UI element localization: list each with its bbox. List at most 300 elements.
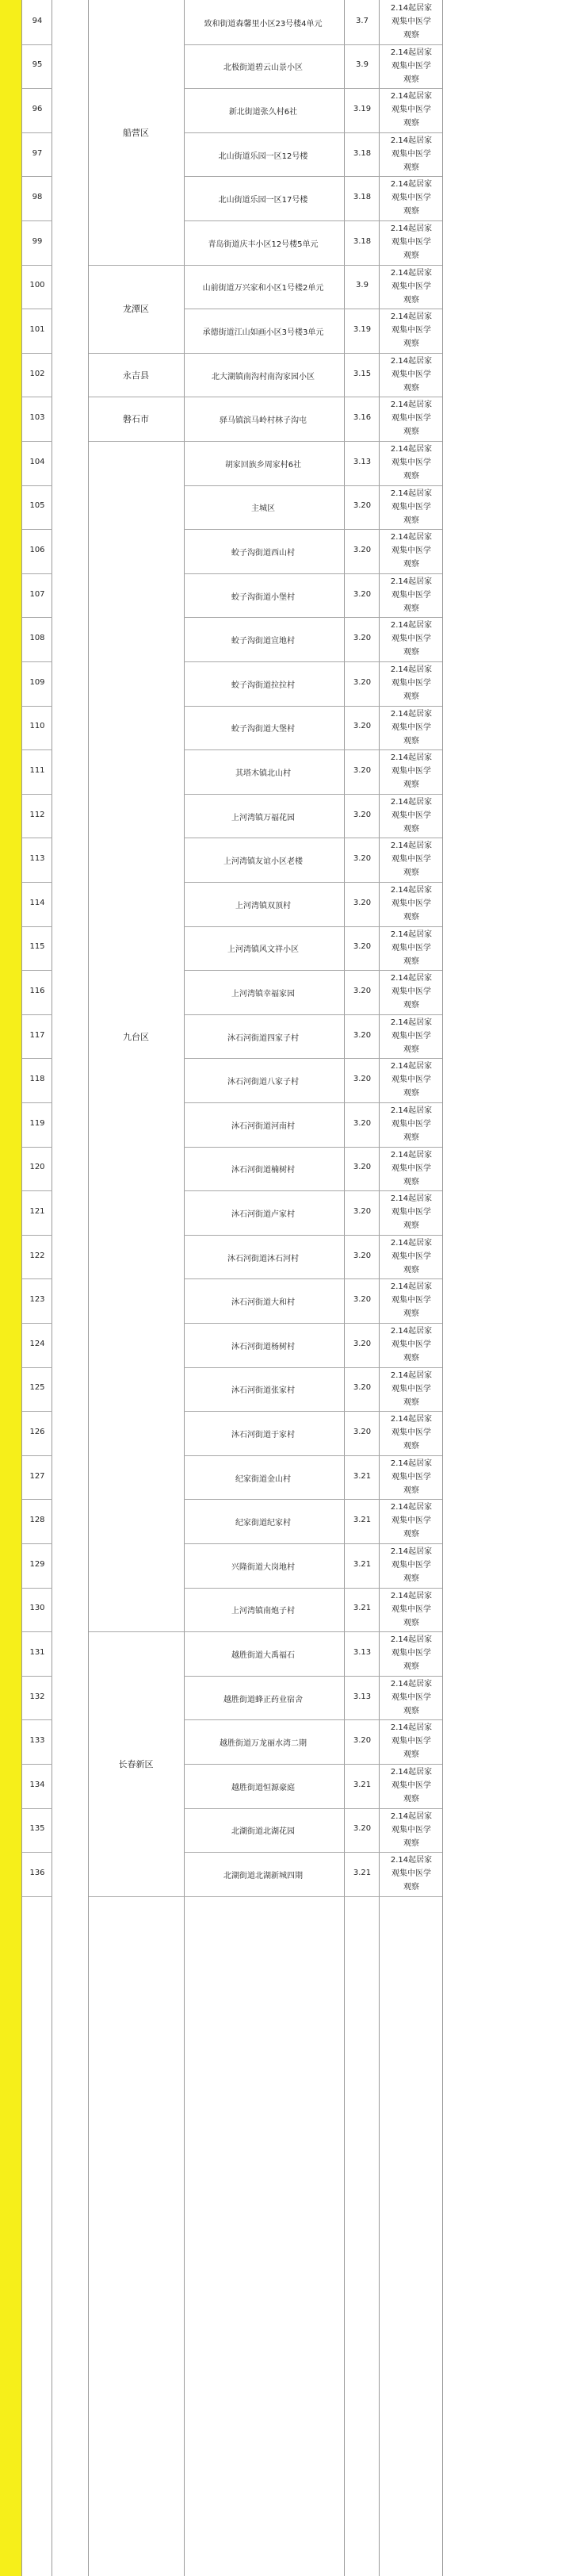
status-note-line: 2.14起居家: [390, 92, 433, 102]
location-cell: 蛟子沟街道大堡村: [231, 725, 295, 734]
row-index: 132: [29, 1692, 45, 1701]
status-note-line: 观集中医学: [391, 1869, 431, 1879]
status-note-cell: [380, 1633, 442, 1673]
status-note-line: 观察: [403, 604, 419, 613]
status-note-line: 2.14起居家: [390, 797, 433, 807]
row-index: 94: [32, 16, 43, 25]
status-note-line: 2.14起居家: [390, 1679, 433, 1689]
status-note-line: 观集中医学: [391, 1428, 431, 1438]
date-cell: 3.13: [353, 457, 372, 466]
location-cell: 北山街道乐园一区12号楼: [218, 151, 308, 161]
status-note-line: 观察: [403, 648, 419, 657]
status-note-line: 观察: [403, 1883, 419, 1892]
status-note-cell: [380, 1016, 442, 1056]
location-cell: 北湖街道北湖花园: [231, 1827, 295, 1837]
status-note-cell: [380, 178, 442, 218]
status-note-line: 观察: [403, 560, 419, 569]
status-note-line: 2.14起居家: [390, 533, 433, 542]
status-note-line: 观察: [403, 1177, 419, 1186]
row-divider: [184, 617, 442, 618]
location-cell: 沐石河街道杨树村: [231, 1342, 295, 1351]
status-note-cell: [380, 1280, 442, 1321]
district-divider: [88, 353, 184, 354]
row-index: 131: [29, 1648, 45, 1657]
row-divider: [22, 441, 52, 442]
status-note-line: 观察: [403, 1485, 419, 1495]
status-note-line: 观察: [403, 383, 419, 393]
status-note-cell: [380, 1104, 442, 1144]
location-cell: 承德街道江山如画小区3号楼3单元: [202, 328, 324, 337]
status-note-line: 观察: [403, 427, 419, 437]
status-note-line: 2.14起居家: [390, 401, 433, 410]
date-cell: 3.21: [353, 1604, 372, 1613]
status-note-line: 2.14起居家: [390, 621, 433, 631]
row-divider: [22, 353, 52, 354]
row-divider: [184, 1102, 442, 1103]
status-note-line: 观察: [403, 1001, 419, 1010]
status-note-cell: [380, 355, 442, 395]
row-divider: [22, 485, 52, 486]
row-index: 136: [29, 1869, 45, 1877]
location-cell: 沐石河街道楠树村: [231, 1166, 295, 1175]
status-note-cell: [380, 1192, 442, 1232]
date-cell: 3.16: [353, 413, 372, 423]
status-note-cell: [380, 795, 442, 836]
status-note-line: 观集中医学: [391, 767, 431, 776]
location-cell: 其塔木镇北山村: [235, 769, 291, 778]
status-note-line: 2.14起居家: [390, 1856, 433, 1865]
row-divider: [22, 1323, 52, 1324]
status-note-line: 观察: [403, 75, 419, 84]
date-cell: 3.20: [353, 1383, 372, 1393]
row-divider: [22, 1014, 52, 1015]
date-cell: 3.18: [353, 236, 372, 246]
status-note-line: 观集中医学: [391, 811, 431, 820]
status-note-line: 2.14起居家: [390, 1591, 433, 1600]
row-index: 95: [32, 60, 43, 70]
status-note-line: 观察: [403, 868, 419, 878]
row-divider: [184, 661, 442, 662]
date-cell: 3.9: [356, 281, 369, 290]
date-cell: 3.13: [353, 1648, 372, 1657]
date-cell: 3.18: [353, 148, 372, 158]
row-index: 115: [29, 942, 45, 952]
status-note-cell: [380, 1589, 442, 1630]
status-note-cell: [380, 2, 442, 42]
location-cell: 纪家街道金山村: [235, 1474, 291, 1484]
status-note-line: 观集中医学: [391, 987, 431, 997]
status-note-line: 观集中医学: [391, 17, 431, 26]
status-note-cell: [380, 90, 442, 130]
row-index: 134: [29, 1780, 45, 1789]
status-note-line: 2.14起居家: [390, 268, 433, 278]
location-cell: 兴隆街道大岗地村: [231, 1562, 295, 1572]
row-divider: [22, 1764, 52, 1765]
status-note-line: 观集中医学: [391, 1384, 431, 1393]
location-cell: 新北街道张久村6社: [228, 108, 298, 117]
status-note-line: 观察: [403, 1574, 419, 1583]
date-cell: 3.20: [353, 942, 372, 952]
date-cell: 3.20: [353, 987, 372, 995]
row-divider: [22, 1367, 52, 1368]
status-note-line: 观察: [403, 207, 419, 217]
status-note-line: 观察: [403, 1662, 419, 1672]
row-divider: [184, 88, 442, 89]
row-divider: [22, 617, 52, 618]
location-cell: 青岛街道庆丰小区12号楼5单元: [208, 240, 319, 249]
margin-border: [21, 0, 22, 2576]
column-divider: [442, 0, 443, 2576]
status-note-line: 观集中医学: [391, 590, 431, 600]
row-divider: [22, 1278, 52, 1279]
status-note-cell: [380, 1457, 442, 1497]
district-divider: [88, 265, 184, 266]
row-divider: [22, 1235, 52, 1236]
location-cell: 北湖街道北湖新城四期: [223, 1872, 303, 1880]
date-cell: 3.20: [353, 1207, 372, 1216]
status-note-line: 观集中医学: [391, 1163, 431, 1173]
row-divider: [184, 1455, 442, 1456]
location-cell: 北山街道乐园一区17号楼: [218, 196, 308, 205]
status-note-line: 2.14起居家: [390, 356, 433, 366]
row-divider: [22, 1719, 52, 1720]
status-note-cell: [380, 1810, 442, 1850]
status-note-line: 观集中医学: [391, 282, 431, 291]
yellow-margin-strip: [0, 0, 22, 2576]
row-index: 118: [29, 1075, 45, 1084]
row-index: 99: [32, 236, 43, 246]
status-note-line: 观察: [403, 31, 419, 40]
row-divider: [184, 176, 442, 177]
status-note-cell: [380, 1545, 442, 1585]
status-note-cell: [380, 1853, 442, 1894]
date-cell: 3.7: [356, 16, 369, 25]
status-note-line: 观集中医学: [391, 943, 431, 953]
row-divider: [184, 1852, 442, 1853]
column-divider: [88, 0, 89, 2576]
location-cell: 上河湾镇幸福家园: [231, 990, 295, 999]
status-note-line: 2.14起居家: [390, 886, 433, 895]
status-note-line: 2.14起居家: [390, 136, 433, 145]
row-divider: [22, 882, 52, 883]
district-name: 九台区: [123, 1031, 149, 1042]
row-divider: [184, 1058, 442, 1059]
status-note-line: 观察: [403, 1089, 419, 1098]
row-index: 108: [29, 634, 45, 643]
row-divider: [184, 882, 442, 883]
status-note-line: 2.14起居家: [390, 1459, 433, 1468]
row-divider: [22, 1102, 52, 1103]
location-cell: 沐石河街道于家村: [231, 1431, 295, 1439]
location-cell: 上河湾镇风文祥小区: [227, 945, 299, 955]
status-note-line: 观集中医学: [391, 679, 431, 688]
status-note-line: 2.14起居家: [390, 930, 433, 939]
row-divider: [184, 573, 442, 574]
row-divider: [22, 1411, 52, 1412]
row-divider: [184, 1808, 442, 1809]
status-note-line: 观察: [403, 1795, 419, 1804]
location-cell: 越胜街道恒源豪庭: [231, 1783, 295, 1792]
status-note-line: 2.14起居家: [390, 1635, 433, 1645]
district-divider: [88, 441, 184, 442]
row-divider: [22, 1543, 52, 1544]
status-note-line: 观察: [403, 339, 419, 349]
row-divider: [184, 1147, 442, 1148]
location-cell: 北大湖镇南沟村南沟家园小区: [212, 372, 315, 381]
row-divider: [22, 1190, 52, 1191]
row-index: 96: [32, 105, 43, 113]
date-cell: 3.20: [353, 1824, 372, 1834]
row-index: 130: [29, 1604, 45, 1613]
status-note-cell: [380, 266, 442, 307]
status-note-line: 2.14起居家: [390, 709, 433, 719]
row-divider: [22, 970, 52, 971]
row-index: 135: [29, 1824, 45, 1834]
status-note-cell: [380, 1060, 442, 1100]
status-note-line: 观察: [403, 472, 419, 481]
status-note-line: 2.14起居家: [390, 665, 433, 674]
status-note-line: 2.14起居家: [390, 1062, 433, 1071]
status-note-line: 观集中医学: [391, 1340, 431, 1349]
row-divider: [22, 176, 52, 177]
status-note-cell: [380, 222, 442, 263]
status-note-line: 2.14起居家: [390, 1811, 433, 1821]
district-divider: [88, 1896, 184, 1897]
location-cell: 北极街道碧云山景小区: [223, 63, 303, 73]
status-note-line: 观集中医学: [391, 238, 431, 247]
row-index: 117: [29, 1030, 45, 1040]
location-cell: 蛟子沟街道拉拉村: [231, 680, 295, 690]
status-note-line: 观集中医学: [391, 546, 431, 556]
location-cell: 沐石河街道八家子村: [227, 1078, 299, 1087]
row-divider: [184, 970, 442, 971]
date-cell: 3.20: [353, 589, 372, 599]
district-name: 磐石市: [123, 414, 149, 425]
row-divider: [22, 265, 52, 266]
status-note-cell: [380, 839, 442, 880]
location-cell: 蛟子沟街道宣地村: [231, 637, 295, 646]
status-note-line: 观集中医学: [391, 61, 431, 71]
status-note-line: 2.14起居家: [390, 974, 433, 983]
date-cell: 3.19: [353, 325, 372, 334]
row-divider: [22, 529, 52, 530]
row-divider: [22, 1631, 52, 1632]
row-divider: [184, 529, 442, 530]
row-divider: [184, 749, 442, 750]
status-note-line: 观察: [403, 1221, 419, 1231]
row-divider: [184, 1235, 442, 1236]
status-note-line: 2.14起居家: [390, 1547, 433, 1556]
status-note-cell: [380, 707, 442, 748]
status-note-cell: [380, 398, 442, 439]
status-note-line: 观集中医学: [391, 414, 431, 424]
date-cell: 3.19: [353, 105, 372, 113]
date-cell: 3.20: [353, 1339, 372, 1348]
row-index: 120: [29, 1163, 45, 1172]
row-index: 129: [29, 1559, 45, 1569]
row-index: 125: [29, 1383, 45, 1393]
row-divider: [184, 441, 442, 442]
status-note-line: 2.14起居家: [390, 4, 433, 13]
row-divider: [22, 1676, 52, 1677]
location-cell: 蛟子沟街道小堡村: [231, 592, 295, 602]
status-note-line: 观察: [403, 1354, 419, 1363]
date-cell: 3.20: [353, 1251, 372, 1260]
location-cell: 上河湾镇双顶村: [235, 901, 291, 910]
status-note-line: 观集中医学: [391, 1252, 431, 1261]
row-divider: [22, 1499, 52, 1500]
row-index: 102: [29, 369, 45, 378]
date-cell: 3.21: [353, 1471, 372, 1481]
status-note-line: 2.14起居家: [390, 1415, 433, 1424]
location-cell: 越胜街道蜂正药业宿舍: [223, 1695, 303, 1704]
row-divider: [184, 1278, 442, 1279]
status-note-line: 观察: [403, 824, 419, 834]
status-note-line: 观察: [403, 516, 419, 525]
status-note-line: 观察: [403, 1045, 419, 1054]
status-note-line: 观集中医学: [391, 634, 431, 644]
row-divider: [184, 220, 442, 221]
status-note-line: 观察: [403, 1750, 419, 1760]
date-cell: 3.21: [353, 1869, 372, 1877]
date-cell: 3.20: [353, 898, 372, 907]
row-divider: [184, 1764, 442, 1765]
location-cell: 上河湾镇友谊小区老楼: [223, 857, 303, 867]
status-note-line: 观集中医学: [391, 1825, 431, 1834]
row-divider: [184, 1896, 442, 1897]
row-divider: [22, 44, 52, 45]
status-note-line: 观集中医学: [391, 1120, 431, 1129]
status-note-line: 2.14起居家: [390, 48, 433, 57]
row-divider: [184, 1676, 442, 1677]
status-note-cell: [380, 443, 442, 483]
status-note-line: 观察: [403, 1618, 419, 1627]
status-note-line: 观察: [403, 1133, 419, 1142]
row-divider: [22, 573, 52, 574]
status-note-line: 观集中医学: [391, 1516, 431, 1526]
status-note-line: 2.14起居家: [390, 224, 433, 233]
status-note-cell: [380, 619, 442, 659]
status-note-line: 2.14起居家: [390, 841, 433, 851]
status-note-line: 观集中医学: [391, 149, 431, 159]
status-note-line: 观察: [403, 119, 419, 128]
date-cell: 3.21: [353, 1559, 372, 1569]
status-note-line: 观集中医学: [391, 1692, 431, 1702]
row-divider: [184, 1588, 442, 1589]
row-divider: [184, 1499, 442, 1500]
status-note-line: 观集中医学: [391, 1208, 431, 1217]
status-note-cell: [380, 1501, 442, 1541]
date-cell: 3.20: [353, 677, 372, 687]
status-note-line: 观集中医学: [391, 723, 431, 732]
status-note-cell: [380, 928, 442, 968]
row-divider: [22, 661, 52, 662]
row-divider: [22, 1896, 52, 1897]
row-divider: [22, 749, 52, 750]
status-note-line: 观察: [403, 251, 419, 260]
status-note-line: 观察: [403, 1309, 419, 1319]
status-note-line: 观察: [403, 913, 419, 922]
row-divider: [184, 353, 442, 354]
date-cell: 3.18: [353, 193, 372, 202]
district-name: 龙潭区: [123, 304, 149, 315]
status-note-line: 观集中医学: [391, 1031, 431, 1041]
status-note-line: 观集中医学: [391, 105, 431, 115]
status-note-line: 2.14起居家: [390, 1238, 433, 1248]
location-cell: 驿马镇滨马岭村林子沟屯: [220, 416, 307, 426]
district-name: 永吉县: [123, 370, 149, 381]
status-note-cell: [380, 134, 442, 174]
location-cell: 沐石河街道四家子村: [227, 1033, 299, 1043]
district-divider: [88, 1631, 184, 1632]
status-note-line: 观集中医学: [391, 370, 431, 379]
row-divider: [184, 1014, 442, 1015]
row-divider: [22, 926, 52, 927]
status-note-line: 2.14起居家: [390, 1370, 433, 1380]
location-cell: 越胜街道万龙丽水湾二期: [220, 1739, 307, 1749]
status-note-line: 2.14起居家: [390, 312, 433, 322]
row-divider: [22, 1147, 52, 1148]
row-divider: [184, 132, 442, 133]
row-divider: [22, 88, 52, 89]
row-index: 100: [29, 281, 45, 290]
column-divider: [379, 0, 380, 2576]
date-cell: 3.20: [353, 810, 372, 819]
row-index: 121: [29, 1207, 45, 1216]
row-divider: [184, 485, 442, 486]
row-index: 109: [29, 677, 45, 687]
status-note-line: 2.14起居家: [390, 1723, 433, 1733]
status-note-cell: [380, 751, 442, 792]
row-index: 119: [29, 1118, 45, 1128]
status-note-cell: [380, 46, 442, 86]
date-cell: 3.20: [353, 1075, 372, 1084]
status-note-line: 观察: [403, 692, 419, 701]
status-note-line: 2.14起居家: [390, 1503, 433, 1512]
status-note-cell: [380, 1148, 442, 1189]
row-index: 97: [32, 148, 43, 158]
status-note-line: 2.14起居家: [390, 445, 433, 454]
status-note-cell: [380, 531, 442, 571]
date-cell: 3.20: [353, 766, 372, 775]
location-cell: 沐石河街道张家村: [231, 1386, 295, 1396]
date-cell: 3.21: [353, 1780, 372, 1789]
row-index: 107: [29, 589, 45, 599]
status-note-cell: [380, 310, 442, 351]
status-note-line: 2.14起居家: [390, 1768, 433, 1777]
date-cell: 3.20: [353, 854, 372, 864]
row-divider: [184, 706, 442, 707]
status-note-line: 2.14起居家: [390, 1194, 433, 1204]
status-note-line: 观集中医学: [391, 1561, 431, 1570]
status-note-line: 2.14起居家: [390, 753, 433, 763]
date-cell: 3.20: [353, 1428, 372, 1436]
date-cell: 3.13: [353, 1692, 372, 1701]
status-note-cell: [380, 972, 442, 1012]
status-note-line: 观察: [403, 736, 419, 746]
location-cell: 越胜街道大禹福石: [231, 1651, 295, 1660]
row-divider: [22, 794, 52, 795]
status-note-line: 观察: [403, 295, 419, 305]
status-note-line: 观集中医学: [391, 502, 431, 512]
row-index: 111: [29, 766, 45, 775]
status-note-line: 观察: [403, 780, 419, 790]
date-cell: 3.20: [353, 1030, 372, 1040]
status-note-cell: [380, 1721, 442, 1761]
status-note-line: 观集中医学: [391, 1781, 431, 1790]
status-note-cell: [380, 1413, 442, 1453]
status-note-line: 观集中医学: [391, 1649, 431, 1658]
